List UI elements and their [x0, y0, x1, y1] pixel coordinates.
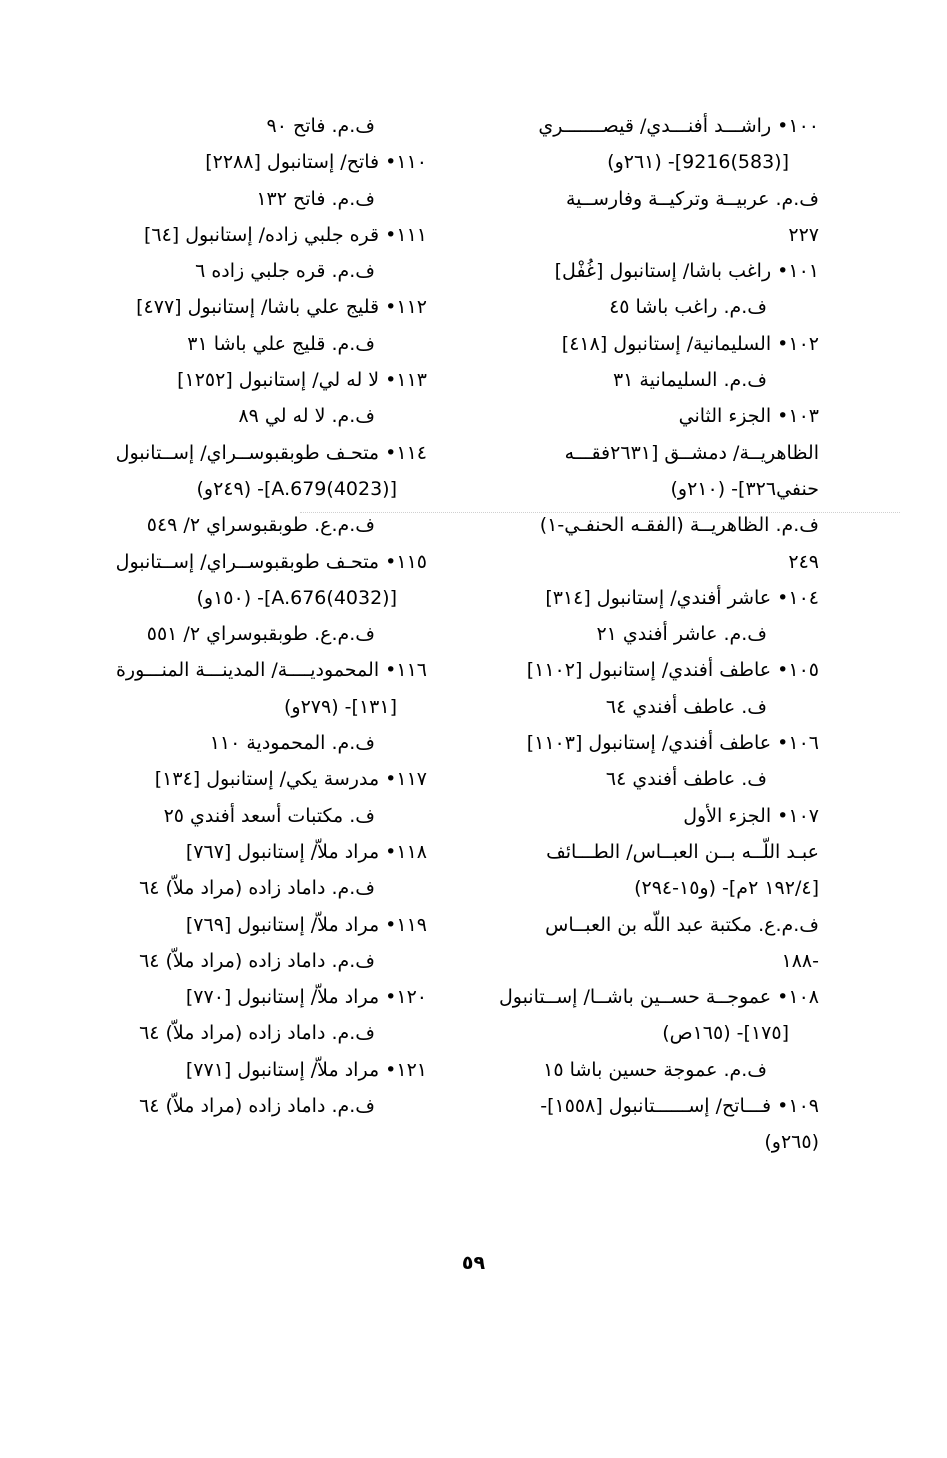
catalog-line: ١١٩• مراد ملاّ/ إستانبول [٧٦٩]: [185, 913, 427, 936]
catalog-line: -١٨٨: [781, 949, 819, 972]
catalog-line: ف.م. راغب باشا ٤٥: [609, 296, 767, 319]
catalog-line: ف.م. عاشر أفندي ٢١: [596, 623, 767, 646]
catalog-line: ٢٢٧: [788, 223, 819, 246]
catalog-line: ١٢٠• مراد ملاّ/ إستانبول [٧٧٠]: [185, 986, 427, 1009]
catalog-line: ف. عاطف أفندي ٦٤: [605, 768, 767, 791]
catalog-line: (٢٦٥و): [764, 1131, 819, 1154]
catalog-line: ف.م. قليج علي باشا ٣١: [187, 332, 375, 355]
catalog-line: ف. عاطف أفندي ٦٤: [605, 695, 767, 718]
catalog-line: ف.م. داماد زاده (مراد ملاّ) ٦٤: [139, 877, 375, 900]
catalog-line: ١٢١• مراد ملاّ/ إستانبول [٧٧١]: [185, 1058, 427, 1081]
catalog-line: [١٧٥]- (١٦٥ص): [662, 1022, 789, 1045]
catalog-line: ١١٠• فاتح/ إستانبول [٢٢٨٨]: [205, 151, 427, 174]
catalog-line: [(4023)A.679]- (٢٤٩و): [196, 477, 397, 500]
catalog-line: ١٠٤• عاشر أفندي/ إستانبول [٣١٤]: [545, 586, 819, 609]
catalog-line: ف.م. داماد زاده (مراد ملاّ) ٦٤: [139, 1022, 375, 1045]
catalog-line: ١١٢• قليج علي باشا/ إستانبول [٤٧٧]: [136, 296, 427, 319]
catalog-line: ١٠١• راغب باشا/ إستانبول [غُفْل]: [554, 260, 819, 283]
catalog-line: ١١٣• لا له لي/ إستانبول [١٢٥٢]: [177, 369, 427, 392]
catalog-line: ف.م. عربيــة وتركيــة وفارســية: [565, 187, 819, 210]
catalog-line: ف.م. السليمانية ٣١: [612, 369, 767, 392]
catalog-line: ف.م. داماد زاده (مراد ملاّ) ٦٤: [139, 1095, 375, 1118]
catalog-line: ١١٦• المحموديــــة/ المدينـــة المنـــورة: [115, 659, 427, 682]
catalog-line: [(4032)A.676]- (١٥٠و): [196, 586, 397, 609]
catalog-line: ف.م. فاتح ١٣٢: [256, 187, 375, 210]
page-number: ٥٩: [461, 1252, 486, 1274]
catalog-line: ١٠٠• راشـــد أفنـــدي/ قيصـــــــري: [538, 115, 819, 137]
catalog-line: حنفي٣٢٦]- (٢١٠و): [670, 477, 819, 500]
catalog-line: ١٠٨• عموجــة حســين باشــا/ إســتانبول: [498, 986, 819, 1009]
catalog-line: ٢٤٩: [788, 550, 819, 573]
catalog-line: ١٠٩• فـــاتح/ إســــــتانبول [١٥٥٨]-: [540, 1095, 819, 1118]
catalog-line: ١١٥• متحـف طوبقبوســراي/ إســتانبول: [115, 550, 427, 573]
catalog-line: ١١١• قره جلبي زاده/ إستانبول [٦٤]: [143, 223, 427, 246]
catalog-line: ١١٨• مراد ملاّ/ إستانبول [٧٦٧]: [185, 840, 427, 863]
catalog-line: ف.م. الظاهريــة (الفقـه الحنفـي-١): [539, 514, 819, 537]
catalog-line: ف.م.ع. طوبقبوسراي ٢/ ٥٥١: [146, 623, 375, 646]
catalog-line: ١١٤• متحـف طوبقبوســراي/ إســتانبول: [115, 441, 427, 464]
catalog-line: ف.م.ع. مكتبة عبد اللّه بن العبــاس: [545, 913, 819, 936]
right-column: [498, 108, 819, 1161]
catalog-line: ف.م. لا له لي ٨٩: [238, 405, 375, 428]
catalog-line: ف.م. عموجة حسين باشا ١٥: [543, 1058, 767, 1081]
catalog-line: عبـد اللّــه بــن العبــاس/ الطـــائف: [546, 840, 819, 863]
catalog-line: ف.م. المحمودية ١١٠: [209, 732, 375, 755]
catalog-line: [١٣١]- (٢٧٩و): [284, 695, 397, 718]
catalog-line: ف.م.ع. طوبقبوسراي ٢/ ٥٤٩: [146, 514, 375, 537]
catalog-line: ١٠٢• السليمانية/ إستانبول [٤١٨]: [561, 332, 819, 355]
catalog-line: ١٠٦• عاطف أفندي/ إستانبول [١١٠٣]: [526, 732, 819, 755]
catalog-line: ف.م. قره جلبي زاده ٦: [195, 260, 375, 283]
left-column: [107, 108, 427, 1124]
catalog-line: ١٠٣• الجزء الثاني: [678, 405, 819, 428]
catalog-line: ف. مكتبات أسعد أفندي ٢٥: [163, 804, 375, 827]
catalog-line: ١٠٥• عاطف أفندي/ إستانبول [١١٠٢]: [526, 659, 819, 682]
scan-rule: [300, 512, 900, 513]
catalog-line: [١٩٢/٤ ٢م]- (و١٥-٢٩٤): [634, 877, 819, 900]
catalog-line: ف.م. داماد زاده (مراد ملاّ) ٦٤: [139, 949, 375, 972]
catalog-line: ١٠٧• الجزء الأول: [683, 804, 819, 827]
catalog-line: [(583)9216]- (٢٦١و): [607, 151, 789, 174]
catalog-line: ١١٧• مدرسة يكي/ إستانبول [١٣٤]: [154, 768, 427, 791]
catalog-line: الظاهريــة/ دمشــق [٢٦٣١فقـــه: [564, 441, 819, 464]
catalog-line: ف.م. فاتح ٩٠: [266, 115, 375, 137]
